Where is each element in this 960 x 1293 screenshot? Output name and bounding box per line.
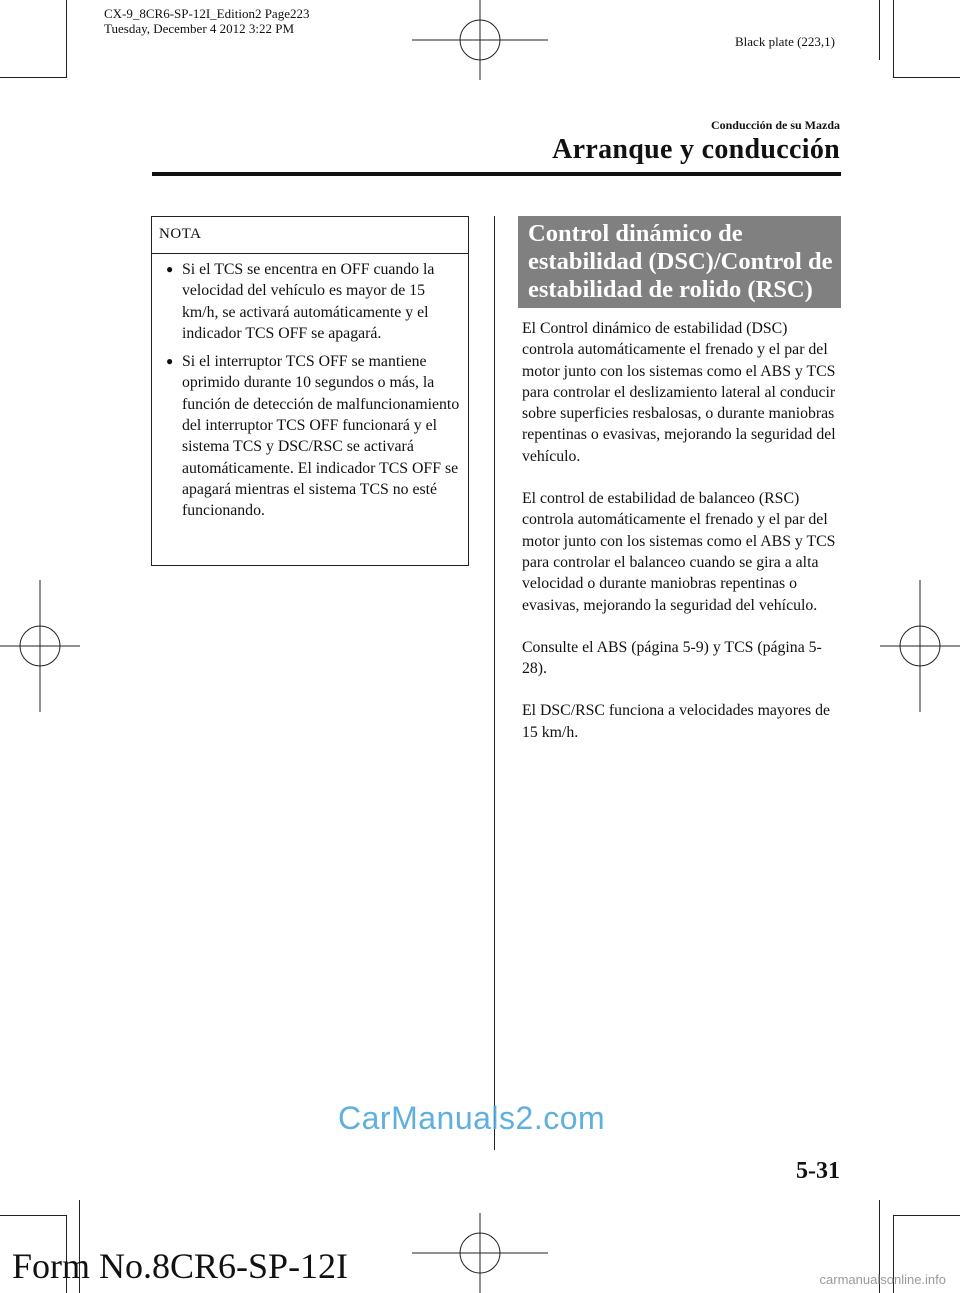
paragraph: El DSC/RSC funciona a velocidades mayores de 15 km/h. bbox=[522, 702, 830, 741]
note-list bbox=[158, 259, 464, 529]
bullet-icon: ● bbox=[166, 262, 174, 276]
note-item bbox=[158, 259, 464, 344]
registration-mark-top bbox=[412, 0, 548, 80]
note-divider bbox=[152, 253, 468, 254]
crop-line-top-right-v bbox=[893, 0, 894, 78]
paragraph: Consulte el ABS (página 5-9) y TCS (página 5-28). bbox=[522, 638, 822, 678]
crop-line-bottom-right-h bbox=[893, 1215, 960, 1216]
crop-line-top-right-v2 bbox=[879, 0, 880, 60]
crop-line-top-right-h bbox=[893, 77, 960, 78]
column-divider bbox=[494, 216, 495, 1150]
watermark-logo: CarManuals2.com bbox=[338, 1100, 606, 1136]
plate-date-line: Tuesday, December 4 2012 3:22 PM bbox=[104, 21, 295, 36]
crop-line-top-left-v bbox=[66, 0, 67, 78]
paragraph: El control de estabilidad de balanceo (RSC) controla automáticamente el frenado y el par del motor junto con los sistemas como el ABS y TCS para controlar el balanceo cuando se gira a alta velocidad o durante maniobras repentinas o evasivas, mejorando la seguridad del vehículo. bbox=[522, 490, 836, 614]
form-number: Form No.8CR6-SP-12I bbox=[12, 1246, 349, 1286]
note-item-text: Si el interruptor TCS OFF se mantiene oprimido durante 10 segundos o más, la función de detección de malfuncionamiento del interruptor TCS OFF funcionará y el sistema TCS y DSC/RSC se activará automáticamente. El indicador TCS OFF se apagará mientras el sistema TCS no esté funcionando. bbox=[182, 353, 460, 520]
note-item-text: Si el TCS se encentra en OFF cuando la velocidad del vehículo es mayor de 15 km/h, se activará automáticamente y el indicador TCS OFF se apagará. bbox=[182, 261, 435, 342]
section-title: Arranque y conducción bbox=[552, 134, 840, 165]
footer-site-mark: carmanualsonline.info bbox=[819, 1272, 946, 1287]
registration-mark-bottom bbox=[412, 1213, 548, 1293]
plate-code: Black plate (223,1) bbox=[735, 34, 835, 49]
note-title: NOTA bbox=[159, 226, 202, 242]
body-column bbox=[522, 318, 842, 764]
crop-line-bottom-left-h bbox=[0, 1215, 66, 1216]
plate-file-line: CX-9_8CR6-SP-12I_Edition2 Page223 bbox=[104, 6, 310, 21]
heading-block bbox=[518, 216, 841, 308]
crop-line-top-left-h bbox=[0, 77, 66, 78]
section-rule bbox=[152, 172, 841, 176]
paragraph: El Control dinámico de estabilidad (DSC) controla automáticamente el frenado y el par del motor junto con los sistemas como el ABS y TCS para controlar el deslizamiento lateral al conducir sobre superficies resbalosas, o durante maniobras repentinas o evasivas, mejorando la seguridad del vehículo. bbox=[522, 320, 836, 465]
plate-info bbox=[104, 6, 309, 36]
page-number: 5-31 bbox=[796, 1158, 840, 1184]
bullet-icon: ● bbox=[166, 354, 174, 369]
section-subtitle: Conducción de su Mazda bbox=[710, 118, 840, 132]
note-box bbox=[151, 216, 469, 566]
note-item bbox=[158, 351, 464, 521]
registration-mark-left bbox=[0, 580, 80, 712]
section-heading: Control dinámico de estabilidad (DSC)/Control de estabilidad de rolido (RSC) bbox=[528, 220, 833, 303]
registration-mark-right bbox=[880, 580, 960, 712]
